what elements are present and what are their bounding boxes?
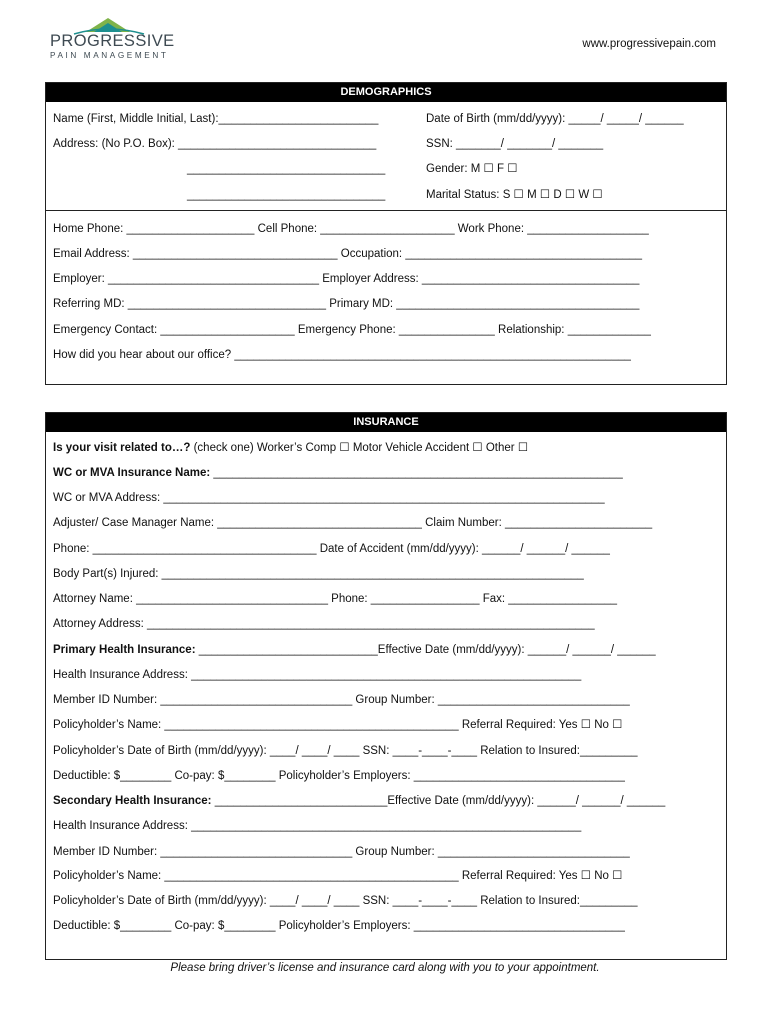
secondary-member-field[interactable]: Member ID Number: ______________________________ Group Number: ______________________________	[53, 846, 630, 858]
wc-insurance-name-label: WC or MVA Insurance Name:	[53, 467, 211, 479]
primary-address-field[interactable]: Health Insurance Address: _____________________________________________________________	[53, 669, 582, 681]
phone-accident-field[interactable]: Phone: ___________________________________ Date of Accident (mm/dd/yyyy): ______/ ______/ ______	[53, 543, 610, 555]
referral-source-field[interactable]: How did you hear about our office? ______________________________________________________________	[53, 349, 631, 361]
visit-related-label: Is your visit related to…?	[53, 442, 191, 454]
secondary-insurance-field[interactable]	[53, 794, 665, 808]
referring-md-field[interactable]: Referring MD: _______________________________ Primary MD: ______________________________________	[53, 298, 640, 310]
visit-related-options[interactable]: (check one) Worker’s Comp ☐ Motor Vehicle Accident ☐ Other ☐	[190, 442, 529, 454]
attorney-field[interactable]: Attorney Name: ______________________________ Phone: _________________ Fax: _________________	[53, 593, 618, 605]
attorney-address-field[interactable]: Attorney Address: ______________________________________________________________________	[53, 618, 595, 630]
phones-field[interactable]: Home Phone: ____________________ Cell Phone: _____________________ Work Phone: ___________________	[53, 223, 649, 235]
company-logo	[44, 16, 180, 62]
gender-field[interactable]: Gender: M ☐ F ☐	[426, 163, 518, 175]
secondary-insurance-line[interactable]: ___________________________Effective Date (mm/dd/yyyy): ______/ ______/ ______	[211, 795, 666, 807]
body-parts-field[interactable]: Body Part(s) Injured: __________________________________________________________________	[53, 568, 584, 580]
emergency-contact-field[interactable]: Emergency Contact: _____________________ Emergency Phone: _______________ Relationship: _____________	[53, 324, 651, 336]
address-field[interactable]: Address: (No P.O. Box): _______________________________	[53, 138, 377, 150]
logo-main-text: PROGRESSIVE	[50, 32, 175, 50]
primary-holder-field[interactable]: Policyholder’s Name: ______________________________________________ Referral Required: Yes ☐ No ☐	[53, 719, 623, 731]
secondary-deductible-field[interactable]: Deductible: $________ Co-pay: $________ Policyholder’s Employers: _________________________________	[53, 920, 625, 932]
logo-sub-text: PAIN MANAGEMENT	[50, 51, 169, 60]
wc-address-field[interactable]: WC or MVA Address: _____________________________________________________________________	[53, 492, 605, 504]
email-occupation-field[interactable]: Email Address: ________________________________ Occupation: _____________________________________	[53, 248, 642, 260]
adjuster-field[interactable]: Adjuster/ Case Manager Name: ________________________________ Claim Number: _______________________	[53, 517, 653, 529]
primary-holder-dob-field[interactable]: Policyholder’s Date of Birth (mm/dd/yyyy): ____/ ____/ ____ SSN: ____-____-____ Relation to Insured:_________	[53, 745, 638, 757]
visit-related-field[interactable]	[53, 441, 528, 455]
primary-deductible-field[interactable]: Deductible: $________ Co-pay: $________ Policyholder’s Employers: _________________________________	[53, 770, 625, 782]
section-divider	[46, 210, 726, 211]
insurance-section	[45, 412, 727, 960]
ssn-field[interactable]: SSN: _______/ _______/ _______	[426, 138, 604, 150]
address-line-3[interactable]: _______________________________	[187, 189, 386, 201]
secondary-holder-field[interactable]: Policyholder’s Name: ______________________________________________ Referral Required: Yes ☐ No ☐	[53, 870, 623, 882]
primary-insurance-line[interactable]: ____________________________Effective Date (mm/dd/yyyy): ______/ ______/ ______	[195, 644, 656, 656]
secondary-address-field[interactable]: Health Insurance Address: _____________________________________________________________	[53, 820, 582, 832]
wc-insurance-name-field[interactable]	[53, 466, 623, 480]
address-line-2[interactable]: _______________________________	[187, 163, 386, 175]
primary-insurance-field[interactable]	[53, 643, 656, 657]
primary-member-field[interactable]: Member ID Number: ______________________________ Group Number: ______________________________	[53, 694, 630, 706]
demographics-section	[45, 82, 727, 385]
wc-insurance-name-line[interactable]: ________________________________________________________________	[210, 467, 623, 479]
name-field[interactable]: Name (First, Middle Initial, Last):_________________________	[53, 113, 379, 125]
marital-status-field[interactable]: Marital Status: S ☐ M ☐ D ☐ W ☐	[426, 189, 603, 201]
dob-field[interactable]: Date of Birth (mm/dd/yyyy): _____/ _____/ ______	[426, 113, 684, 125]
footer-note: Please bring driver’s license and insurance card along with you to your appointment.	[170, 962, 600, 974]
insurance-title: INSURANCE	[46, 413, 726, 432]
demographics-title: DEMOGRAPHICS	[46, 83, 726, 102]
website-url[interactable]: www.progressivepain.com	[582, 38, 716, 50]
secondary-holder-dob-field[interactable]: Policyholder’s Date of Birth (mm/dd/yyyy): ____/ ____/ ____ SSN: ____-____-____ Relation to Insured:_________	[53, 895, 638, 907]
secondary-insurance-label: Secondary Health Insurance:	[53, 795, 212, 807]
employer-field[interactable]: Employer: _________________________________ Employer Address: __________________________________	[53, 273, 640, 285]
primary-insurance-label: Primary Health Insurance:	[53, 644, 196, 656]
